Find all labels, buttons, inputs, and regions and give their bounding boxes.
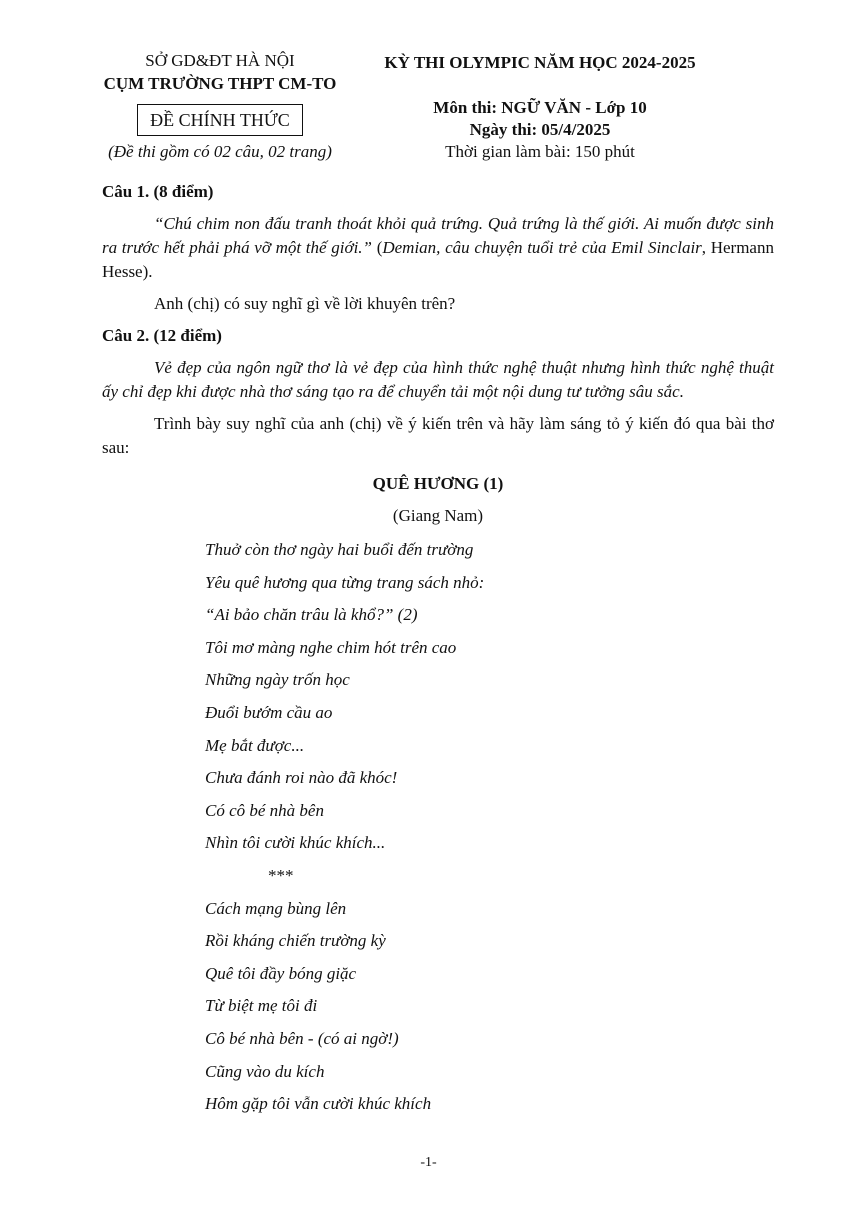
poem-line: Cô bé nhà bên - (có ai ngờ!) <box>205 1028 399 1048</box>
quote-text: “Chú chim non đấu tranh thoát khỏi quả trứng. Quả trứng là thế giới. Ai muốn được sinh ra trước hết phải phá vỡ một thế giới.” <box>102 214 774 257</box>
poem-line: Từ biệt mẹ tôi đi <box>205 996 318 1016</box>
poem-line: Thuở còn thơ ngày hai buổi đến trường <box>205 540 474 559</box>
poem-line: Rồi kháng chiến trường kỳ <box>205 931 386 951</box>
question-2-statement: Vẻ đẹp của ngôn ngữ thơ là vẻ đẹp của hình thức nghệ thuật nhưng hình thức nghệ thuật ấy chỉ đẹp khi được nhà thơ sáng tạo ra để chuyển tải một nội dung tư tưởng sâu sắc. <box>102 358 774 401</box>
poem-line: Yêu quê hương qua từng trang sách nhỏ: <box>205 572 485 592</box>
question-2-task: Trình bày suy nghĩ của anh (chị) về ý kiến trên và hãy làm sáng tỏ ý kiến đó qua bài thơ sau: <box>102 414 774 457</box>
official-exam-box: ĐỀ CHÍNH THỨC <box>137 104 303 136</box>
poem-author: (Giang Nam) <box>392 506 484 525</box>
exam-duration: Thời gian làm bài: 150 phút <box>445 142 635 161</box>
stanza-separator: *** <box>268 865 294 885</box>
question-1-prompt: Anh (chị) có suy nghĩ gì về lời khuyên trên? <box>154 294 456 313</box>
source-author: , Hermann Hesse). <box>102 238 774 281</box>
question-1-title: Câu 1. (8 điểm) <box>102 182 214 201</box>
poem-line: Những ngày trốn học <box>205 670 350 690</box>
poem-line: Hôm gặp tôi vẫn cười khúc khích <box>205 1094 432 1114</box>
poem-line: Cũng vào du kích <box>205 1061 325 1081</box>
exam-subject: Môn thi: NGỮ VĂN - Lớp 10 <box>433 98 647 117</box>
question-1-quote <box>102 212 774 284</box>
exam-body <box>102 180 774 1121</box>
poem-line: Nhìn tôi cười khúc khích... <box>205 833 386 853</box>
header-right <box>355 52 725 163</box>
department-name: SỞ GD&ĐT HÀ NỘI <box>145 51 295 70</box>
exam-date: Ngày thi: 05/4/2025 <box>469 120 611 139</box>
poem-line: Có cô bé nhà bên <box>205 800 324 820</box>
school-cluster: CỤM TRƯỜNG THPT CM-TO <box>103 74 337 93</box>
exam-title: KỲ THI OLYMPIC NĂM HỌC 2024-2025 <box>384 53 696 72</box>
poem-title: QUÊ HƯƠNG (1) <box>372 474 504 493</box>
page-count-note: (Đề thi gồm có 02 câu, 02 trang) <box>108 142 332 161</box>
poem-body <box>205 534 774 1121</box>
poem-line: Đuổi bướm cầu ao <box>205 702 333 722</box>
poem-line: Mẹ bắt được... <box>205 735 305 755</box>
header-left <box>70 50 370 163</box>
poem-line: Tôi mơ màng nghe chim hót trên cao <box>205 637 457 657</box>
source-open: ( <box>372 238 383 257</box>
poem-line: Cách mạng bùng lên <box>205 898 347 918</box>
poem-line: “Ai bảo chăn trâu là khổ?” (2) <box>205 605 418 625</box>
poem-line: Quê tôi đầy bóng giặc <box>205 963 357 983</box>
page-number: -1- <box>420 1155 437 1170</box>
question-2-title: Câu 2. (12 điểm) <box>102 326 222 345</box>
poem-line: Chưa đánh roi nào đã khóc! <box>205 768 398 788</box>
source-book: Demian, câu chuyện tuổi trẻ của Emil Sinclair <box>382 238 702 257</box>
